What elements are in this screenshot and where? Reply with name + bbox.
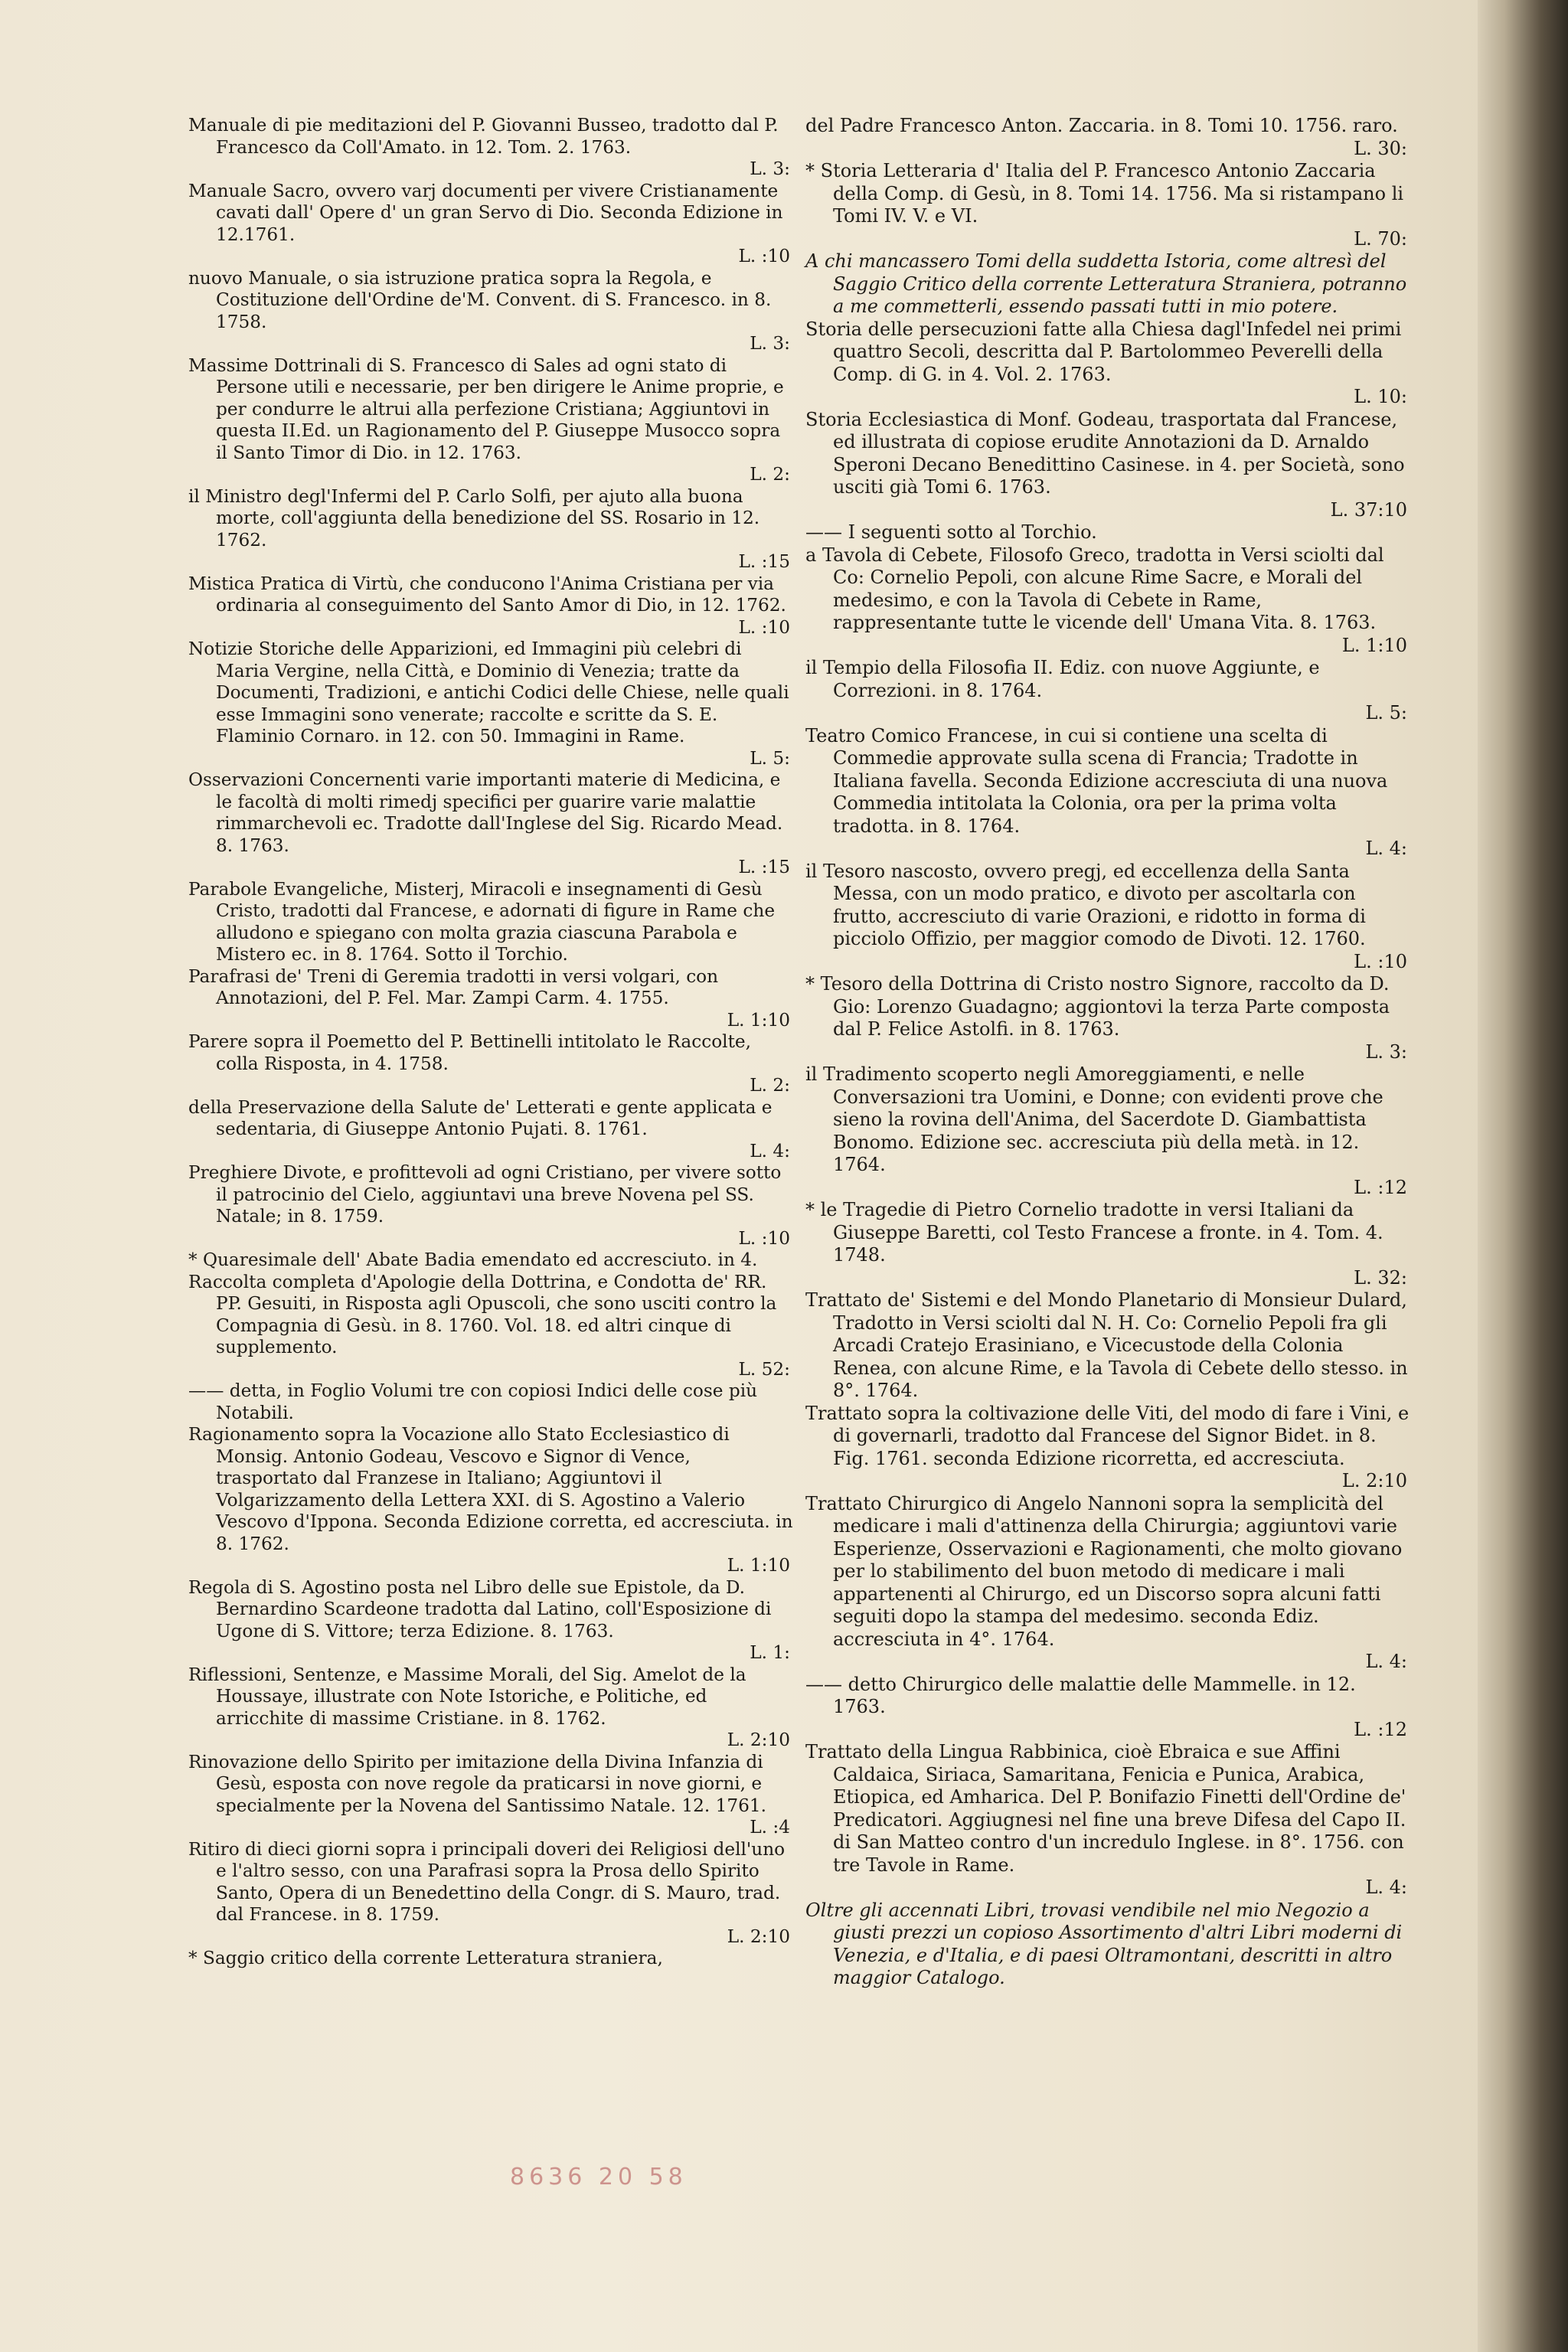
- scan-edge-shadow: [1478, 0, 1568, 2352]
- catalogue-entry: [188, 268, 793, 355]
- catalogue-entry: [188, 879, 793, 966]
- entry-price: L. 5:: [750, 747, 790, 769]
- entry-text: * Tesoro della Dottrina di Cristo nostro Signore, raccolto da D. Gio: Lorenzo Guadagno; aggiontovi la terza Parte composta dal P. Felice Astolfi. in 8. 1763.: [805, 973, 1390, 1040]
- entry-price: L. :12: [1354, 1718, 1407, 1740]
- entry-text: Teatro Comico Francese, in cui si contiene una scelta di Commedie approvate sulla scena di Francia; Tradotte in Italiana favella. Seconda Edizione accresciuta di una nuova Commedia intitolata la Colonia, ora per la prima volta tradotta. in 8. 1764.: [805, 724, 1388, 837]
- catalogue-entry: [188, 1031, 793, 1097]
- catalogue-entry: [188, 1097, 793, 1163]
- catalogue-entry: [805, 115, 1410, 160]
- catalogue-entry: [805, 861, 1410, 974]
- entry-text: Rinovazione dello Spirito per imitazione della Divina Infanzia di Gesù, esposta con nove regole da praticarsi in nove giorni, e specialmente per la Novena del Santissimo Natale. 12. 1761.: [188, 1751, 767, 1816]
- entry-price: L. :10: [738, 246, 790, 266]
- entry-text: il Tempio della Filosofia II. Ediz. con nuove Aggiunte, e Correzioni. in 8. 1764.: [805, 657, 1320, 701]
- entry-price: L. 3:: [750, 333, 790, 354]
- entry-text: Raccolta completa d'Apologie della Dottrina, e Condotta de' RR. PP. Gesuiti, in Risposta agli Opuscoli, che sono usciti contro la Compagnia di Gesù. in 8. 1760. Vol. 18. ed altri cinque di supplemento.: [188, 1271, 777, 1357]
- entry-text: a Tavola di Cebete, Filosofo Greco, tradotta in Versi sciolti dal Co: Cornelio Pepoli, con alcune Rime Sacre, e Morali del medesimo, e con la Tavola di Cebete in Rame, rappresentante tutte le vicende dell' Umana Vita. 8. 1763.: [805, 544, 1384, 633]
- entry-text: * le Tragedie di Pietro Cornelio tradotte in versi Italiani da Giuseppe Baretti, col Testo Francese a fronte. in 4. Tom. 4. 1748.: [805, 1199, 1383, 1266]
- catalogue-entry: [805, 1741, 1410, 1900]
- catalogue-entry: [805, 1403, 1410, 1493]
- entry-price: L. 37:10: [1330, 498, 1407, 521]
- entry-price: L. 1:10: [1341, 634, 1407, 656]
- entry-price: L. 10:: [1354, 386, 1407, 407]
- entry-price: L. 32:: [1354, 1266, 1407, 1289]
- entry-price: L. 1:: [750, 1642, 790, 1663]
- entry-text: Parere sopra il Poemetto del P. Bettinelli intitolato le Raccolte, colla Risposta, in 4. 1758.: [188, 1031, 751, 1074]
- entry-text: Riflessioni, Sentenze, e Massime Morali, del Sig. Amelot de la Houssaye, illustrate con Note Istoriche, e Politiche, ed arricchite di massime Cristiane. in 8. 1762.: [188, 1664, 746, 1729]
- catalogue-entry: [805, 1493, 1410, 1674]
- catalogue-entry: [805, 544, 1410, 658]
- entry-price: L. :10: [1354, 950, 1407, 972]
- entry-price: L. 2:10: [727, 1926, 790, 1947]
- entry-text: Osservazioni Concernenti varie importanti materie di Medicina, e le facoltà di molti rimedj specifici per guarire varie malattie rimmarchevoli ec. Tradotte dall'Inglese del Sig. Ricardo Mead. 8. 1763.: [188, 769, 783, 856]
- catalogue-entry: [805, 250, 1410, 318]
- entry-price: L. 3:: [750, 158, 790, 179]
- entry-price: L. 3:: [1365, 1040, 1407, 1063]
- entry-text: Oltre gli accennati Libri, trovasi vendibile nel mio Negozio a giusti prezzi un copioso Assortimento d'altri Libri moderni di Venezia, e d'Italia, e di paesi Oltramontani, descritti in altro maggior Catalogo.: [805, 1899, 1403, 1988]
- catalogue-entry: [188, 1272, 793, 1381]
- entry-price: L. :15: [738, 551, 790, 572]
- entry-text: —— detto Chirurgico delle malattie delle Mammelle. in 12. 1763.: [805, 1673, 1356, 1717]
- catalogue-entry: [188, 1752, 793, 1839]
- entry-text: il Tradimento scoperto negli Amoreggiamenti, e nelle Conversazioni tra Uomini, e Donne; con evidenti prove che sieno la rovina dell'Anima, del Sacerdote D. Giambattista Bonomo. Edizione sec. accresciuta più della metà. in 12. 1764.: [805, 1063, 1383, 1175]
- catalogue-entry: [188, 1424, 793, 1577]
- entry-text: Ritiro di dieci giorni sopra i principali doveri dei Religiosi dell'uno e l'altro sesso, con una Parafrasi sopra la Prosa dello Spirito Santo, Opera di un Benedettino della Congr. di S. Mauro, trad. dal Francese. in 8. 1759.: [188, 1838, 786, 1925]
- entry-text: —— detta, in Foglio Volumi tre con copiosi Indici delle cose più Notabili.: [188, 1380, 758, 1423]
- catalogue-entry: [805, 1199, 1410, 1289]
- catalogue-entry: [188, 486, 793, 573]
- entry-text: Parabole Evangeliche, Misterj, Miracoli e insegnamenti di Gesù Cristo, tradotti dal Francese, e adornati di figure in Rame che alludono e spiegano con molta grazia ciascuna Parabola e Mistero ec. in 8. 1764. Sotto il Torchio.: [188, 878, 776, 965]
- catalogue-entry: [805, 1674, 1410, 1742]
- catalogue-entry: [188, 355, 793, 486]
- entry-price: L. :12: [1354, 1176, 1407, 1198]
- entry-text: Ragionamento sopra la Vocazione allo Stato Ecclesiastico di Monsig. Antonio Godeau, Vescovo e Signor di Vence, trasportato dal Franzese in Italiano; Aggiuntovi il Volgarizzamento della Lettera XXI. di S. Agostino a Valerio Vescovo d'Ippona. Seconda Edizione corretta, ed accresciuta. in 8. 1762.: [188, 1424, 793, 1554]
- entry-text: Massime Dottrinali di S. Francesco di Sales ad ogni stato di Persone utili e necessarie, per ben dirigere le Anime proprie, e per condurre le altrui alla perfezione Cristiana; Aggiuntovi in questa II.Ed. un Ragionamento del P. Giuseppe Musocco sopra il Santo Timor di Dio. in 12. 1763.: [188, 354, 784, 463]
- catalogue-entry: [188, 639, 793, 769]
- entry-text: * Saggio critico della corrente Letteratura straniera,: [188, 1948, 663, 1968]
- entry-text: Mistica Pratica di Virtù, che conducono l'Anima Cristiana per via ordinaria al conseguimento del Santo Amor di Dio, in 12. 1762.: [188, 573, 786, 616]
- catalogue-entry: [805, 1900, 1410, 1990]
- entry-text: Notizie Storiche delle Apparizioni, ed Immagini più celebri di Maria Vergine, nella Città, e Dominio di Venezia; tratte da Documenti, Tradizioni, e antichi Codici delle Chiese, nelle quali esse Immagini sono venerate; raccolte e scritte da S. E. Flaminio Cornaro. in 12. con 50. Immagini in Rame.: [188, 639, 789, 746]
- catalogue-entry: [188, 1577, 793, 1664]
- entry-text: il Tesoro nascosto, ovvero pregj, ed eccellenza della Santa Messa, con un modo pratico, e divoto per ascoltarla con frutto, accresciuto di varie Orazioni, e ridotto in forma di picciolo Offizio, per maggior comodo de Divoti. 12. 1760.: [805, 860, 1366, 949]
- entry-text: Trattato Chirurgico di Angelo Nannoni sopra la semplicità del medicare i mali d'attinenza della Chirurgia; aggiuntovi varie Esperienze, Osservazioni e Ragionamenti, che molto giovano per lo stabilimento del buon metodo di medicare i mali appartenenti al Chirurgo, ed un Discorso sopra alcuni fatti seguiti dopo la stampa del medesimo. seconda Ediz. accresciuta in 4°. 1764.: [805, 1492, 1403, 1650]
- entry-text: Preghiere Divote, e profittevoli ad ogni Cristiano, per vivere sotto il patrocinio del Cielo, aggiuntavi una breve Novena pel SS. Natale; in 8. 1759.: [188, 1162, 782, 1227]
- catalogue-entry: [805, 1289, 1410, 1403]
- catalogue-entry: [188, 769, 793, 879]
- catalogue-entry: [188, 1948, 793, 1970]
- entry-price: L. 5:: [1365, 702, 1407, 724]
- entry-text: Trattato de' Sistemi e del Mondo Planetario di Monsieur Dulard, Tradotto in Versi sciolti dal N. H. Co: Cornelio Pepoli fra gli Arcadi Cratejo Erasiniano, e Vicecustode della Colonia Renea, con alcune Rime, e la Tavola di Cebete dello stesso. in 8°. 1764.: [805, 1289, 1408, 1401]
- entry-price: L. 4:: [1365, 1877, 1407, 1898]
- entry-text: Trattato sopra la coltivazione delle Viti, del modo di fare i Vini, e di governarli, tradotto dal Francese del Signor Bidet. in 8. Fig. 1761. seconda Edizione ricorretta, ed accresciuta.: [805, 1402, 1410, 1469]
- entry-price: L. 52:: [738, 1358, 790, 1380]
- catalogue-entry: [805, 725, 1410, 861]
- entry-price: L. 2:10: [1341, 1470, 1407, 1491]
- entry-text: Storia delle persecuzioni fatte alla Chiesa dagl'Infedel nei primi quattro Secoli, descritta dal P. Bartolommeo Peverelli della Comp. di G. in 4. Vol. 2. 1763.: [805, 318, 1402, 385]
- entry-text: * Quaresimale dell' Abate Badia emendato ed accresciuto. in 4.: [188, 1250, 758, 1270]
- entry-price: L. :4: [750, 1817, 790, 1838]
- catalogue-entry: [805, 1063, 1410, 1199]
- catalogue-entry: [188, 181, 793, 268]
- entry-text: Parafrasi de' Treni di Geremia tradotti in versi volgari, con Annotazioni, del P. Fel. Mar. Zampi Carm. 4. 1755.: [188, 965, 719, 1008]
- entry-price: L. 2:10: [727, 1730, 790, 1750]
- entry-text: del Padre Francesco Anton. Zaccaria. in 8. Tomi 10. 1756. raro.: [805, 115, 1398, 136]
- entry-text: Manuale di pie meditazioni del P. Giovanni Busseo, tradotto dal P. Francesco da Coll'Amato. in 12. Tom. 2. 1763.: [188, 115, 779, 158]
- entry-price: L. 1:10: [727, 1555, 790, 1576]
- catalogue-entry: [188, 115, 793, 181]
- catalogue-entry: [805, 318, 1410, 409]
- catalogue-entry: [188, 966, 793, 1032]
- entry-text: della Preservazione della Salute de' Letterati e gente applicata e sedentaria, di Giuseppe Antonio Pujati. 8. 1761.: [188, 1096, 773, 1139]
- catalogue-entry: [188, 1380, 793, 1424]
- entry-price: L. 4:: [1365, 838, 1407, 859]
- entry-text: A chi mancassero Tomi della suddetta Istoria, come altresì del Saggio Critico della corrente Letteratura Straniera, potranno a me commetterli, essendo passati tutti in mio potere.: [805, 250, 1407, 317]
- catalogue-entry: [805, 521, 1410, 544]
- entry-text: —— I seguenti sotto al Torchio.: [805, 521, 1097, 543]
- entry-price: L. 2:: [750, 1075, 790, 1096]
- entry-text: nuovo Manuale, o sia istruzione pratica sopra la Regola, e Costituzione dell'Ordine de'M. Convent. di S. Francesco. in 8. 1758.: [188, 267, 772, 332]
- catalogue-entry: [188, 1664, 793, 1752]
- entry-price: L. 4:: [750, 1140, 790, 1161]
- entry-text: Trattato della Lingua Rabbinica, cioè Ebraica e sue Affini Caldaica, Siriaca, Samaritana, Fenicia e Punica, Arabica, Etiopica, ed Amharica. Del P. Bonifazio Finetti dell'Ordine de' Predicatori. Aggiugnesi nel fine una breve Difesa del Capo II. di San Matteo contro d'un incredulo Inglese. in 8°. 1756. con tre Tavole in Rame.: [805, 1741, 1406, 1876]
- entry-price: L. :10: [738, 616, 790, 638]
- left-column: [188, 115, 793, 1970]
- entry-price: L. 70:: [1354, 227, 1407, 250]
- catalogue-entry: [805, 657, 1410, 725]
- catalogue-entry: [188, 1162, 793, 1250]
- catalogue-entry: [805, 973, 1410, 1063]
- catalogue-entry: [188, 573, 793, 639]
- entry-text: * Storia Letteraria d' Italia del P. Francesco Antonio Zaccaria della Comp. di Gesù, in 8. Tomi 14. 1756. Ma si ristampano li Tomi IV. V. e VI.: [805, 160, 1404, 227]
- library-stamp: 8636 20 58: [510, 2164, 688, 2190]
- entry-price: L. :15: [738, 857, 790, 877]
- right-column: [805, 115, 1410, 1990]
- entry-price: L. 1:10: [727, 1009, 790, 1031]
- entry-price: L. 4:: [1365, 1651, 1407, 1672]
- entry-text: il Ministro degl'Infermi del P. Carlo Solfi, per ajuto alla buona morte, coll'aggiunta della benedizione del SS. Rosario in 12. 1762.: [188, 485, 760, 550]
- entry-text: Storia Ecclesiastica di Monf. Godeau, trasportata dal Francese, ed illustrata di copiose erudite Annotazioni da D. Arnaldo Speroni Decano Benedittino Casinese. in 4. per Società, sono usciti già Tomi 6. 1763.: [805, 408, 1405, 498]
- entry-price: L. 30:: [1354, 137, 1407, 159]
- catalogue-entry: [188, 1839, 793, 1949]
- entry-text: Manuale Sacro, ovvero varj documenti per vivere Cristianamente cavati dall' Opere d' un gran Servo di Dio. Seconda Edizione in 12.1761.: [188, 180, 783, 245]
- catalogue-entry: [805, 160, 1410, 250]
- entry-price: L. :10: [738, 1227, 790, 1249]
- entry-price: L. 2:: [750, 464, 790, 485]
- entry-text: Regola di S. Agostino posta nel Libro delle sue Epistole, da D. Bernardino Scardeone tradotta dal Latino, coll'Esposizione di Ugone di S. Vittore; terza Edizione. 8. 1763.: [188, 1576, 772, 1642]
- catalogue-entry: [188, 1250, 793, 1272]
- catalogue-entry: [805, 409, 1410, 522]
